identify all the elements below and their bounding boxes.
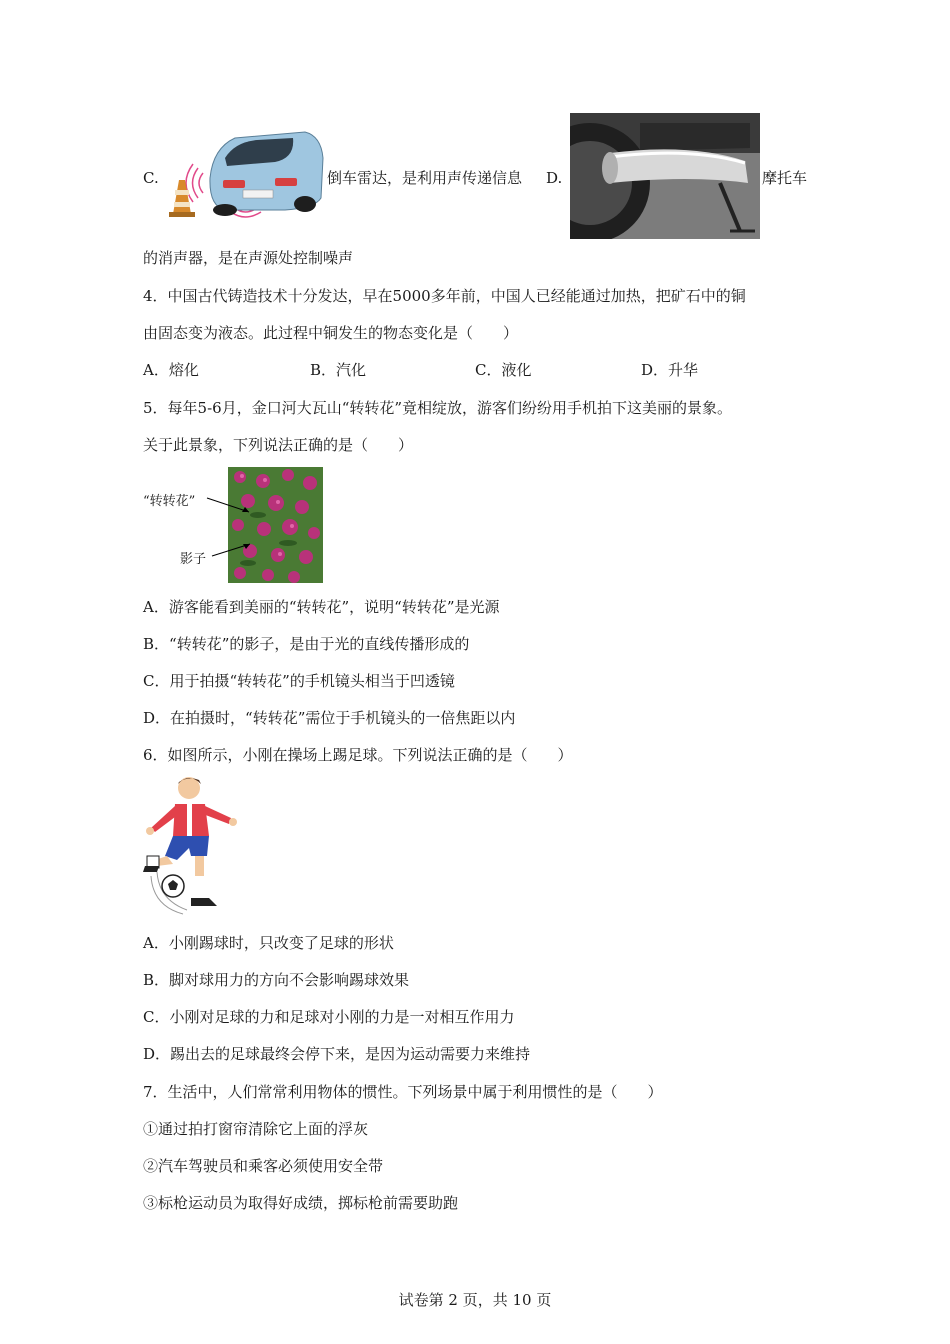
flower-label-arrow (205, 490, 265, 520)
q5-option-c: C．用于拍摄“转转花”的手机镜头相当于凹透镜 (143, 672, 455, 690)
shadow-label-arrow (210, 538, 260, 568)
q4-option-d: D．升华 (641, 361, 699, 379)
q3-option-d-text: 摩托车 (762, 169, 808, 187)
q4-option-c: C．液化 (475, 361, 532, 379)
q5-option-a: A．游客能看到美丽的“转转花”，说明“转转花”是光源 (143, 598, 500, 616)
q6-option-d: D．踢出去的足球最终会停下来，是因为运动需要力来维持 (143, 1045, 531, 1063)
q7-item-1: ①通过拍打窗帘清除它上面的浮灰 (143, 1120, 369, 1138)
q3-option-d-text-continued: 的消声器，是在声源处控制噪声 (143, 249, 354, 267)
q5-stem-line2: 关于此景象，下列说法正确的是（ ） (143, 436, 414, 454)
q7-item-3: ③标枪运动员为取得好成绩，掷标枪前需要助跑 (143, 1194, 459, 1212)
q3-option-d-label: D. (546, 169, 563, 187)
soccer-player-figure (143, 776, 243, 918)
motorcycle-muffler-figure (570, 113, 760, 239)
shadow-label: 影子 (180, 552, 207, 567)
q4-stem-line1: 4．中国古代铸造技术十分发达，早在5000多年前，中国人已经能通过加热，把矿石中的铜 (143, 287, 746, 305)
car-illustration (165, 128, 325, 220)
flower-label: “转转花” (143, 494, 196, 509)
q7-item-2: ②汽车驾驶员和乘客必须使用安全带 (143, 1157, 384, 1175)
q6-option-c: C．小刚对足球的力和足球对小刚的力是一对相互作用力 (143, 1008, 515, 1026)
q5-option-d: D．在拍摄时，“转转花”需位于手机镜头的一倍焦距以内 (143, 709, 516, 727)
soccer-player-illustration (143, 776, 243, 918)
muffler-photo (570, 113, 760, 239)
q4-stem-line2: 由固态变为液态。此过程中铜发生的物态变化是（ ） (143, 324, 519, 342)
q6-option-b: B．脚对球用力的方向不会影响踢球效果 (143, 971, 410, 989)
q3-option-c-label: C. (143, 169, 159, 187)
q5-stem-line1: 5．每年5-6月，金口河大瓦山“转转花”竟相绽放，游客们纷纷用手机拍下这美丽的景象。 (143, 399, 733, 417)
q4-option-b: B．汽化 (310, 361, 367, 379)
q3-option-c-text: 倒车雷达，是利用声传递信息 (327, 169, 523, 187)
q6-option-a: A．小刚踢球时，只改变了足球的形状 (143, 934, 394, 952)
q6-stem: 6．如图所示，小刚在操场上踢足球。下列说法正确的是（ ） (143, 746, 573, 764)
q7-stem: 7．生活中，人们常常利用物体的惯性。下列场景中属于利用惯性的是（ ） (143, 1083, 663, 1101)
q4-option-a: A．熔化 (143, 361, 199, 379)
car-reversing-radar-figure (165, 128, 325, 220)
q5-option-b: B．“转转花”的影子，是由于光的直线传播形成的 (143, 635, 470, 653)
page-footer: 试卷第 2 页，共 10 页 (398, 1291, 552, 1309)
